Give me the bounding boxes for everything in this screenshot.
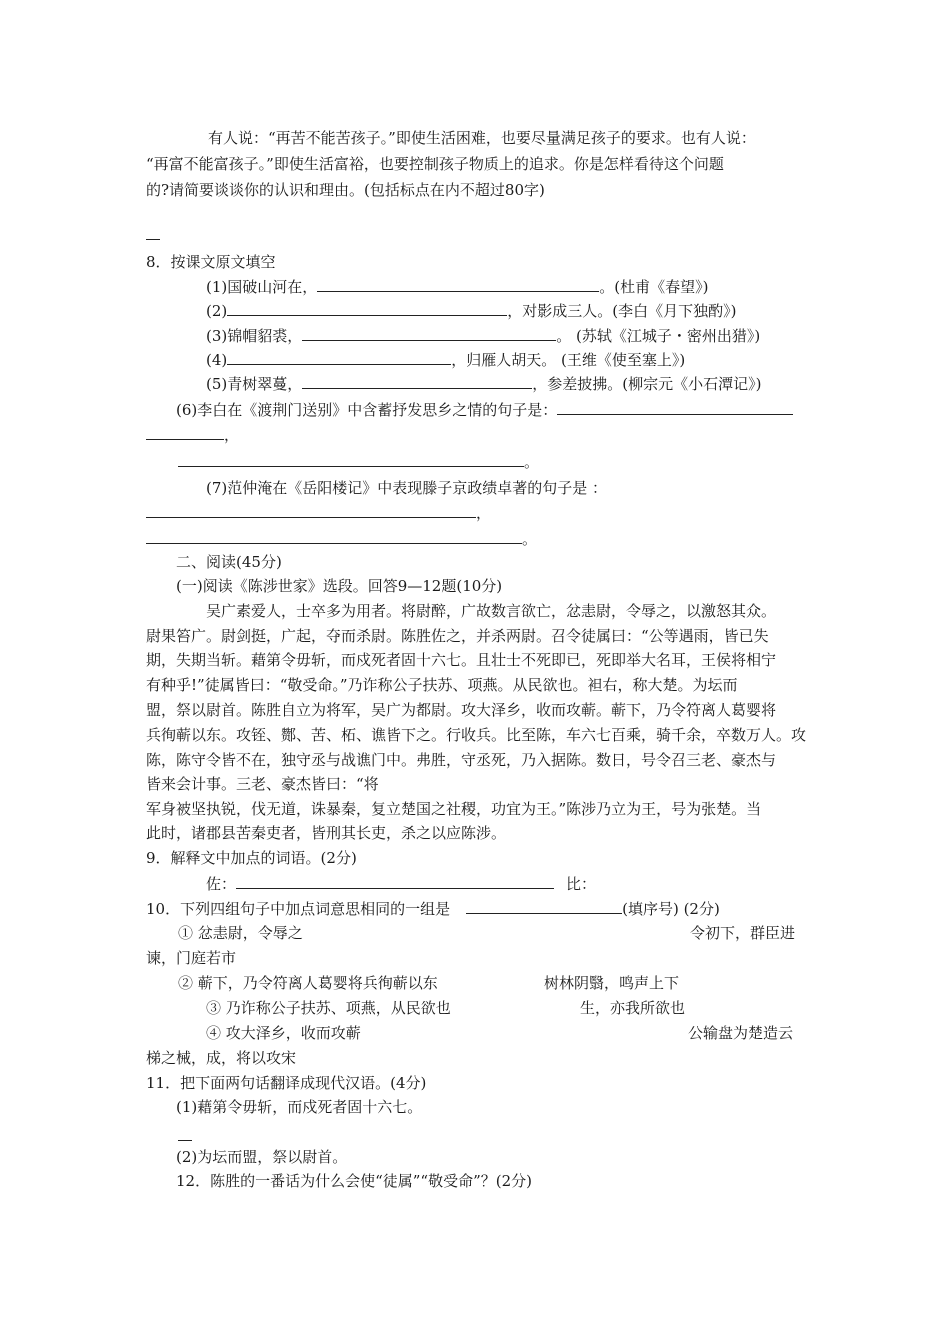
q8-item-4-blank[interactable] — [227, 349, 451, 365]
q8-item-2-suffix: ，对影成三人。(李白《月下独酌》) — [507, 302, 737, 320]
q8-item-2 — [206, 300, 736, 322]
q11-sentence-2: (2)为坛而盟，祭以尉首。 — [176, 1148, 348, 1166]
q8-item-6-prompt: (6)李白在《渡荆门送别》中含蓄抒发思乡之情的句子是： — [176, 401, 558, 419]
passage-line: 盟，祭以尉首。陈胜自立为将军，吴广为都尉。攻大泽乡，收而攻蕲。蕲下，乃令符离人葛婴将 — [146, 701, 777, 719]
q8-item-1-prefix: (1)国破山河在， — [206, 278, 318, 296]
reading-subtitle: (一)阅读《陈涉世家》选段。回答9—12题(10分) — [176, 577, 503, 595]
intro-line-1: 有人说：“再苦不能苦孩子。”即使生活困难，也要尽量满足孩子的要求。也有人说： — [208, 129, 756, 147]
q10-suffix: (填序号) (2分) — [622, 900, 720, 918]
q8-item-3-suffix: 。 (苏轼《江城子・密州出猎》) — [556, 327, 761, 345]
q8-item-7-line-3 — [146, 528, 537, 550]
q10-blank[interactable] — [466, 898, 622, 914]
q8-item-5-blank[interactable] — [302, 373, 532, 389]
q8-item-7-line-2 — [146, 502, 491, 524]
q10-title — [146, 898, 720, 920]
passage-line: 尉果笞广。尉剑挺，广起，夺而杀尉。陈胜佐之，并杀两尉。召令徒属曰：“公等遇雨，皆已失 — [146, 627, 769, 645]
passage-line: 期，失期当斩。藉第令毋斩，而戍死者固十六七。且壮士不死即已，死即举大名耳，王侯将相宁 — [146, 651, 777, 669]
q10-row-3-right: 生，亦我所欲也 — [580, 999, 686, 1017]
section-title-reading: 二、阅读(45分) — [176, 553, 282, 571]
q8-item-6-blank-c[interactable] — [178, 451, 524, 467]
q10-row-1-cont: 谏，门庭若市 — [146, 949, 237, 967]
q8-item-1-blank[interactable] — [317, 276, 599, 292]
q8-item-6-period: 。 — [524, 453, 540, 471]
q10-row-3-left: ③ 乃诈称公子扶苏、项燕，从民欲也 — [206, 999, 451, 1017]
passage-line: 有种乎!”徒属皆曰：“敬受命。”乃诈称公子扶苏、项燕。从民欲也。袒右，称大楚。为坛而 — [146, 676, 738, 694]
passage-line: 皆来会计事。三老、豪杰皆曰：“将 — [146, 775, 379, 793]
q8-item-5-suffix: ，参差披拂。(柳宗元《小石潭记》) — [532, 375, 762, 393]
q8-item-3-blank[interactable] — [302, 325, 556, 341]
q8-item-7-period: 。 — [522, 530, 538, 548]
q8-item-3 — [206, 325, 760, 347]
q8-item-1-suffix: 。(杜甫《春望》) — [599, 278, 709, 296]
q8-item-6 — [176, 399, 793, 421]
q10-row-1-right: 令初下，群臣进 — [690, 924, 796, 942]
answer-dash — [178, 1140, 192, 1141]
q9-answers — [206, 873, 596, 895]
q8-item-7-blank-a[interactable] — [146, 502, 476, 518]
q10-row-2-right: 树林阴翳，鸣声上下 — [544, 974, 680, 992]
q8-item-7-comma: ， — [476, 504, 492, 522]
q10-row-1-left: ① 忿恚尉，令辱之 — [178, 924, 303, 942]
q10-row-4-left: ④ 攻大泽乡，收而攻蕲 — [206, 1024, 361, 1042]
q8-item-6-blank-a[interactable] — [557, 399, 793, 415]
q8-item-2-prefix: (2) — [206, 302, 228, 320]
q9-label-zuo: 佐： — [206, 875, 237, 893]
q8-item-4-prefix: (4) — [206, 351, 228, 369]
q10-row-4-right: 公输盘为楚造云 — [688, 1024, 794, 1042]
q8-item-3-prefix: (3)锦帽貂裘， — [206, 327, 303, 345]
q8-item-7: (7)范仲淹在《岳阳楼记》中表现滕子京政绩卓著的句子是 ： — [206, 479, 608, 497]
q9-blank-zuo[interactable] — [236, 873, 554, 889]
q11-title: 11．把下面两句话翻译成现代汉语。(4分) — [146, 1074, 427, 1092]
q8-item-5 — [206, 373, 761, 395]
q12-title: 12．陈胜的一番话为什么会使“徒属”“敬受命”？(2分) — [176, 1172, 533, 1190]
q8-item-2-blank[interactable] — [227, 300, 507, 316]
q8-item-4 — [206, 349, 685, 371]
q9-label-bi: 比： — [566, 875, 597, 893]
passage-line: 兵徇蕲以东。攻铚、酂、苦、柘、谯皆下之。行收兵。比至陈，车六七百乘，骑千余，卒数万人。攻 — [146, 726, 807, 744]
passage-line: 陈，陈守令皆不在，独守丞与战谯门中。弗胜，守丞死，乃入据陈。数日，号令召三老、豪杰与 — [146, 751, 777, 769]
q10-row-4-cont: 梯之械，成，将以攻宋 — [146, 1049, 297, 1067]
q8-item-6-line-3 — [178, 451, 539, 473]
q8-title: 8．按课文原文填空 — [146, 253, 276, 271]
passage-line: 吴广素爱人，士卒多为用者。将尉醉，广故数言欲亡，忿恚尉，令辱之，以激怒其众。 — [206, 602, 777, 620]
q8-item-7-blank-b[interactable] — [146, 528, 522, 544]
q11-sentence-1: (1)藉第令毋斩，而戍死者固十六七。 — [176, 1098, 423, 1116]
q9-title: 9．解释文中加点的词语。(2分) — [146, 849, 357, 867]
q8-item-1 — [206, 276, 708, 298]
q8-item-4-suffix: ，归雁人胡天。 (王维《使至塞上》) — [451, 351, 686, 369]
q8-item-5-prefix: (5)青树翠蔓， — [206, 375, 303, 393]
intro-line-2: “再富不能富孩子。”即使生活富裕，也要控制孩子物质上的追求。你是怎样看待这个问题 — [146, 155, 724, 173]
q8-item-6-comma: ， — [224, 426, 240, 444]
answer-dash — [146, 239, 160, 240]
passage-line: 此时，诸郡县苦秦吏者，皆刑其长吏，杀之以应陈涉。 — [146, 824, 507, 842]
q10-row-2-left: ② 蕲下，乃令符离人葛婴将兵徇蕲以东 — [178, 974, 438, 992]
q8-item-6-line-2 — [146, 424, 239, 446]
intro-line-3: 的?请简要谈谈你的认识和理由。(包括标点在内不超过80字) — [146, 181, 545, 199]
passage-line: 军身被坚执锐，伐无道，诛暴秦，复立楚国之社稷，功宜为王。”陈涉乃立为王，号为张楚。当 — [146, 800, 762, 818]
q10-prompt: 10．下列四组句子中加点词意思相同的一组是 — [146, 900, 451, 918]
q8-item-6-blank-b[interactable] — [146, 424, 224, 440]
